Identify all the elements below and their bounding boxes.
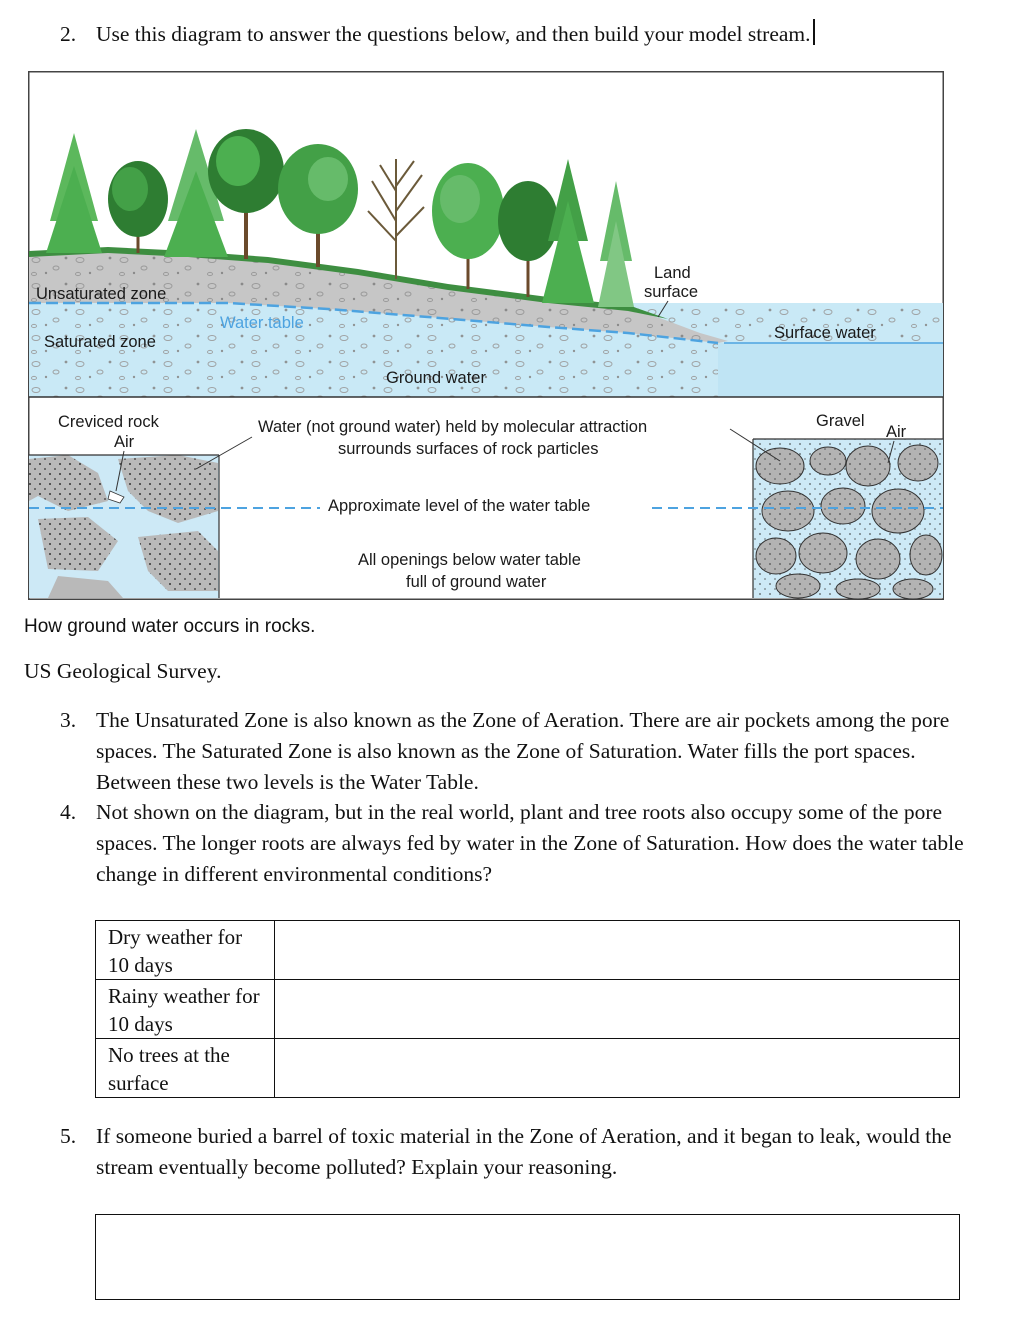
groundwater-diagram (28, 71, 944, 600)
question-number: 4. (60, 800, 77, 824)
question-5 (60, 1121, 976, 1183)
gravel-inset (753, 439, 943, 599)
table-row (96, 921, 960, 980)
label-openings-line1: All openings below water table (358, 551, 581, 569)
question-text[interactable]: Use this diagram to answer the questions below, and then build your model stream. (96, 22, 811, 46)
water-table-conditions-table (95, 920, 960, 1098)
diagram-caption: How ground water occurs in rocks. (24, 616, 316, 637)
label-creviced-rock: Creviced rock (58, 413, 159, 431)
diagram-source: US Geological Survey. (24, 659, 222, 683)
label-gravel: Gravel (816, 412, 865, 430)
question-text: Not shown on the diagram, but in the real world, plant and tree roots also occupy some of the pore spaces. The longer roots are always fed by water in the Zone of Saturation. How does the water table change in different environmental conditions? (96, 800, 964, 886)
label-saturated-zone: Saturated zone (44, 333, 156, 351)
condition-cell: Dry weather for 10 days (96, 921, 275, 980)
answer-cell[interactable] (275, 921, 960, 980)
table-row (96, 1039, 960, 1098)
text-cursor (813, 19, 815, 45)
question-4 (60, 797, 976, 890)
creviced-rock-inset (29, 455, 219, 598)
answer-box-question-5[interactable] (95, 1214, 960, 1300)
label-land: Land (654, 264, 691, 282)
label-surface: surface (644, 283, 699, 301)
question-text: The Unsaturated Zone is also known as the Zone of Aeration. There are air pockets among the pore spaces. The Saturated Zone is also known as the Zone of Saturation. Water fills the port spaces. Between these two levels is the Water Table. (96, 708, 950, 794)
question-3 (60, 705, 976, 798)
answer-cell[interactable] (275, 980, 960, 1039)
label-air-right: Air (886, 423, 907, 441)
question-number: 3. (60, 708, 77, 732)
label-openings-line2: full of ground water (406, 573, 547, 591)
label-molecular-line1: Water (not ground water) held by molecular attraction (258, 418, 648, 436)
table-row (96, 980, 960, 1039)
condition-cell: No trees at the surface (96, 1039, 275, 1098)
label-water-table: Water table (220, 314, 304, 332)
question-text: If someone buried a barrel of toxic material in the Zone of Aeration, and it began to leak, would the stream eventually become polluted? Explain your reasoning. (96, 1124, 952, 1179)
condition-cell: Rainy weather for 10 days (96, 980, 275, 1039)
label-air-left: Air (114, 433, 135, 451)
label-unsaturated-zone: Unsaturated zone (36, 285, 167, 303)
question-number: 2. (60, 22, 77, 46)
question-number: 5. (60, 1124, 77, 1148)
label-ground-water: Ground water (386, 369, 486, 387)
question-2 (60, 19, 996, 50)
label-approx-water-table: Approximate level of the water table (328, 497, 591, 515)
label-surface-water: Surface water (774, 324, 876, 342)
label-molecular-line2: surrounds surfaces of rock particles (338, 440, 599, 458)
answer-cell[interactable] (275, 1039, 960, 1098)
